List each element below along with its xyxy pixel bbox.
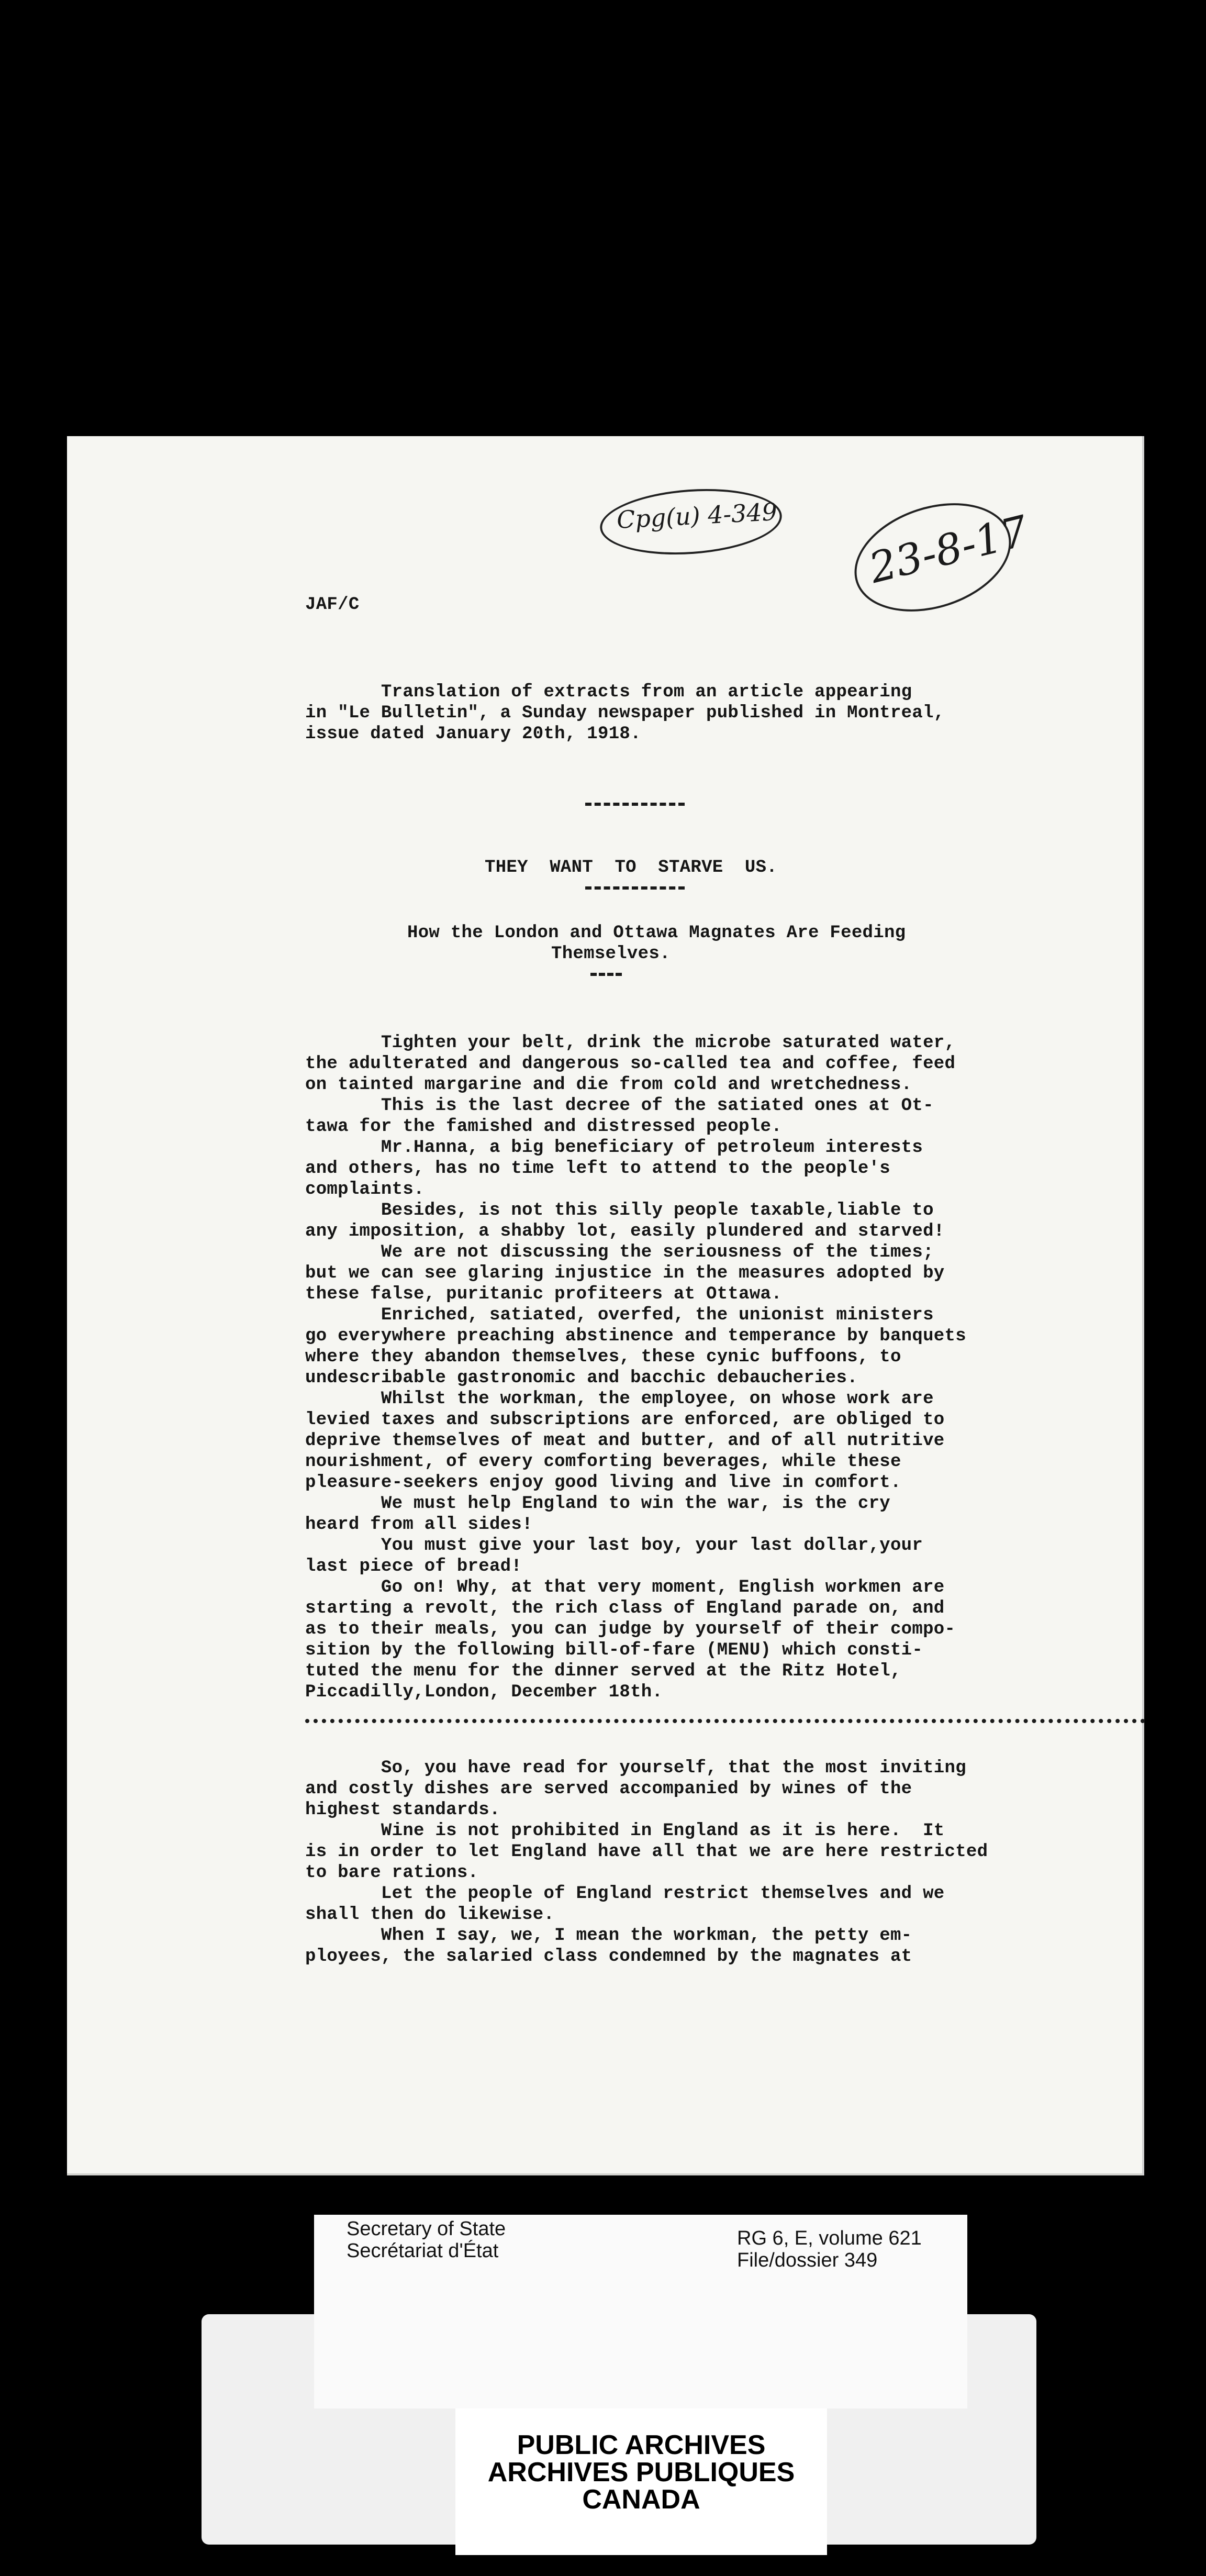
- body-line: deprive themselves of meat and butter, and of all nutritive: [305, 1431, 945, 1451]
- file-number-handwriting: 23-8-17: [864, 506, 1033, 593]
- body-line: tawa for the famished and distressed people.: [305, 1117, 782, 1137]
- body-line: Mr.Hanna, a big beneficiary of petroleum interests: [305, 1138, 923, 1158]
- body-line: pleasure-seekers enjoy good living and live in comfort.: [305, 1473, 901, 1493]
- body-line: ployees, the salaried class condemned by the magnates at: [305, 1947, 912, 1967]
- body-line: Let the people of England restrict themselves and we: [305, 1884, 945, 1904]
- body-line: highest standards.: [305, 1800, 500, 1820]
- title-underline: [585, 886, 685, 893]
- body-line: any imposition, a shabby lot, easily plundered and starved!: [305, 1222, 945, 1241]
- body-line: as to their meals, you can judge by yourself of their compo-: [305, 1619, 956, 1639]
- article-subtitle: Themselves.: [551, 944, 671, 964]
- body-line: So, you have read for yourself, that the most inviting: [305, 1758, 966, 1778]
- body-line: tuted the menu for the dinner served at the Ritz Hotel,: [305, 1661, 901, 1681]
- divider-rule: [585, 803, 685, 809]
- body-line: nourishment, of every comforting beverages, while these: [305, 1452, 901, 1472]
- body-line: on tainted margarine and die from cold and wretchedness.: [305, 1075, 912, 1095]
- file-note-handwriting: Cpg(u) 4-349: [616, 497, 778, 534]
- body-line: is in order to let England have all that we are here restricted: [305, 1842, 988, 1862]
- intro-line: issue dated January 20th, 1918.: [305, 724, 641, 744]
- subtitle-underline: [590, 973, 622, 979]
- body-line: When I say, we, I mean the workman, the petty em-: [305, 1926, 912, 1946]
- body-line: Enriched, satiated, overfed, the unionist ministers: [305, 1305, 934, 1325]
- body-line: levied taxes and subscriptions are enforced, are obliged to: [305, 1410, 945, 1430]
- body-line: Wine is not prohibited in England as it is here. It: [305, 1821, 945, 1841]
- body-line: the adulterated and dangerous so-called tea and coffee, feed: [305, 1054, 956, 1074]
- body-line: to bare rations.: [305, 1863, 479, 1883]
- body-line: undescribable gastronomic and bacchic debaucheries.: [305, 1368, 858, 1388]
- department-en: Secretary of State: [347, 2218, 506, 2240]
- body-line: go everywhere preaching abstinence and temperance by banquets: [305, 1326, 966, 1346]
- body-line: but we can see glaring injustice in the measures adopted by: [305, 1263, 945, 1283]
- body-line: these false, puritanic profiteers at Ottawa.: [305, 1284, 782, 1304]
- archive-name-en: PUBLIC ARCHIVES: [517, 2430, 766, 2460]
- body-line: Whilst the workman, the employee, on whose work are: [305, 1389, 934, 1409]
- document-reference: JAF/C: [305, 595, 360, 615]
- body-line: last piece of bread!: [305, 1557, 522, 1576]
- body-line: We must help England to win the war, is the cry: [305, 1494, 890, 1514]
- body-line: where they abandon themselves, these cynic buffoons, to: [305, 1347, 901, 1367]
- body-line: shall then do likewise.: [305, 1905, 555, 1925]
- body-line: and costly dishes are served accompanied by wines of the: [305, 1779, 912, 1799]
- body-line: Piccadilly,London, December 18th.: [305, 1682, 663, 1702]
- body-line: starting a revolt, the rich class of England parade on, and: [305, 1598, 945, 1618]
- body-line: You must give your last boy, your last dollar,your: [305, 1536, 923, 1556]
- archive-country: CANADA: [582, 2484, 700, 2515]
- document-page: [67, 436, 1144, 2175]
- body-line: Besides, is not this silly people taxable,liable to: [305, 1201, 934, 1220]
- article-subtitle: How the London and Ottawa Magnates Are Feeding: [407, 923, 906, 943]
- file-reference: File/dossier 349: [737, 2249, 878, 2271]
- record-group: RG 6, E, volume 621: [737, 2227, 922, 2249]
- body-line: This is the last decree of the satiated ones at Ot-: [305, 1096, 934, 1116]
- body-line: We are not discussing the seriousness of the times;: [305, 1242, 934, 1262]
- body-line: Go on! Why, at that very moment, English workmen are: [305, 1578, 945, 1597]
- department-fr: Secrétariat d'État: [347, 2240, 499, 2262]
- intro-line: in "Le Bulletin", a Sunday newspaper published in Montreal,: [305, 703, 945, 723]
- body-line: and others, has no time left to attend to the people's: [305, 1159, 890, 1179]
- archive-reference-label: [314, 2215, 967, 2408]
- article-title: THEY WANT TO STARVE US.: [485, 858, 777, 878]
- archive-name-fr: ARCHIVES PUBLIQUES: [487, 2457, 795, 2488]
- archive-footer-panel: [455, 2398, 827, 2555]
- dotted-separator: [305, 1719, 1145, 1723]
- body-line: sition by the following bill-of-fare (MENU) which consti-: [305, 1640, 923, 1660]
- body-line: complaints.: [305, 1180, 425, 1200]
- body-line: heard from all sides!: [305, 1515, 533, 1535]
- intro-line: Translation of extracts from an article appearing: [305, 682, 912, 702]
- body-line: Tighten your belt, drink the microbe saturated water,: [305, 1033, 956, 1053]
